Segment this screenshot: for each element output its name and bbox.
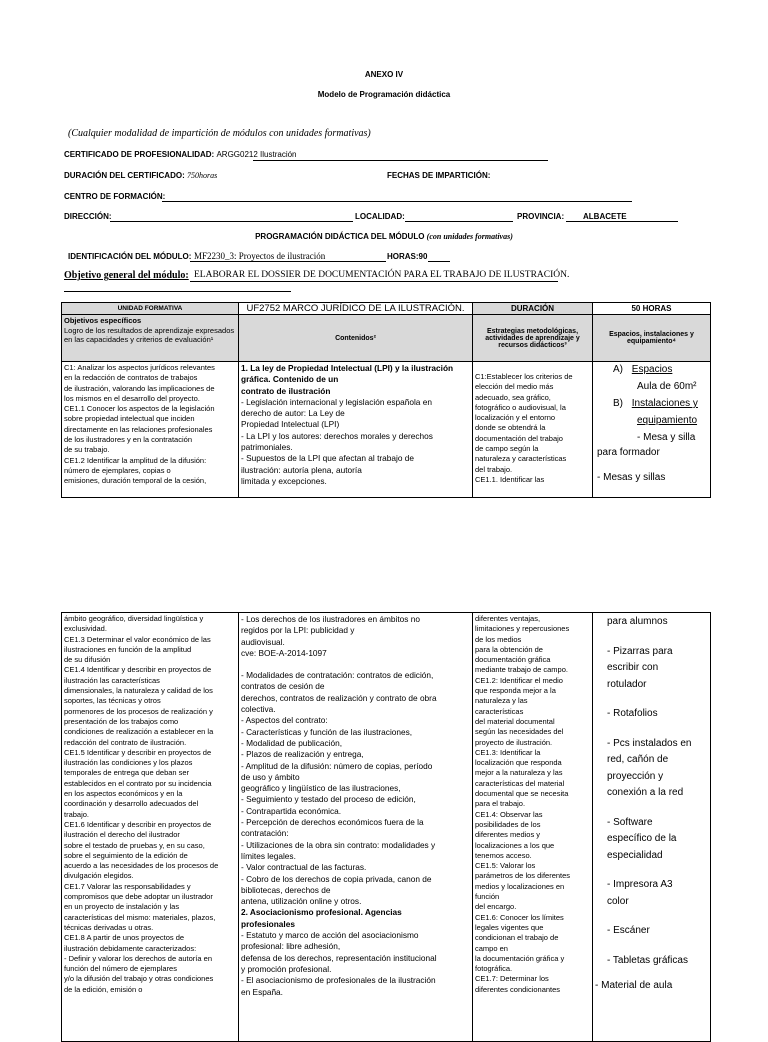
content-line: - Percepción de derechos económicos fuera de la [241, 817, 424, 828]
content-line: 2. Asociacionismo profesional. Agencias [241, 907, 402, 918]
list-marker: B) [613, 398, 623, 409]
content-line: 1. La ley de Propiedad Intelectual (LPI) y la ilustración [241, 363, 454, 373]
equipment-item: color [607, 895, 629, 907]
strategy-line: para la obtención de [475, 644, 543, 654]
module-value: MF2230_3: Proyectos de ilustración [194, 251, 326, 261]
address-label: DIRECCIÓN: [64, 212, 112, 221]
objective-line: CE1.3 Determinar el valor económico de las [64, 634, 211, 644]
objective-line: establecidos en el contrato por su incidencia [64, 778, 212, 788]
annex-title: ANEXO IV [364, 70, 404, 79]
strategies-header: Estrategias metodológicas, actividades de aprendizaje y recursos didácticos³ [473, 315, 593, 362]
content-line: - Los derechos de los ilustradores en ámbitos no [241, 614, 420, 624]
strategy-line: fotográfica. [475, 964, 513, 974]
content-line: cve: BOE-A-2014-1097 [241, 647, 327, 658]
content-line: - Contrapartida económica. [241, 805, 342, 816]
cert-row [64, 150, 297, 159]
objective-line: ilustración debidamente caracterizados: [64, 943, 197, 953]
strategy-line: del material documental [475, 716, 555, 726]
content-line: colectiva. [241, 704, 276, 715]
objective-line: de ilustración, valorando las implicaciones de [64, 383, 215, 393]
module-label: IDENTIFICACIÓN DEL MÓDULO: [68, 252, 192, 261]
strategy-line: características [475, 706, 524, 716]
strategy-line: C1:Establecer los criterios de [475, 372, 573, 381]
content-line: - La LPI y los autores: derechos morales y derechos [241, 430, 433, 441]
strategy-line: parámetros de los diferentes [475, 871, 571, 881]
strategies-cell-p2 [473, 613, 593, 1042]
content-line: contratos de cesión de [241, 681, 325, 692]
classroom-size: Aula de 60m² [637, 381, 697, 392]
strategy-line: tenemos acceso. [475, 850, 532, 860]
cert-value: ARGG0212 Ilustración [216, 150, 297, 159]
strategy-line: naturaleza y características [475, 454, 567, 464]
objective-line: ilustración las características [64, 675, 160, 685]
strategy-line: localización que responda [475, 758, 562, 768]
equipment-item: - Software [607, 816, 653, 828]
objective-line: CE1.5 Identificar y describir en proyectos de [64, 747, 212, 757]
content-line: profesional: libre adhesión, [241, 941, 341, 952]
strategies-cell-p1 [473, 362, 593, 498]
content-line: audiovisual. [241, 636, 285, 647]
objective-line: CE1.2 Identificar la amplitud de la difusión: [64, 455, 207, 465]
strategy-line: elección del medio más [475, 382, 554, 392]
equipment-group [593, 614, 708, 969]
strategy-line: CE1.1. Identificar las [475, 474, 545, 484]
content-line: - El asociacionismo de profesionales de la ilustración [241, 975, 436, 986]
strategy-line: CE1.4: Observar las [475, 809, 543, 819]
spaces-cell-p2 [593, 613, 711, 1042]
uf-value: UF2752 MARCO JURÍDICO DE LA ILUSTRACIÓN. [239, 303, 473, 315]
spaces-header: Espacios, instalaciones y equipamiento⁴ [593, 315, 711, 362]
objective-line: redacción del contrato de ilustración. [64, 737, 187, 747]
objective-line: características del mismo: materiales, plazos, [64, 912, 216, 922]
objective-line: CE1.7 Valorar las responsabilidades y [64, 881, 191, 891]
content-line: - Valor contractual de las facturas. [241, 862, 367, 873]
content-line: - Modalidad de publicación, [241, 737, 343, 748]
objective-line: en un proyecto de instalación y las [64, 902, 180, 912]
objective-line: compromisos que debe adoptar un ilustrador [64, 892, 213, 902]
strategy-line: que responda mejor a la [475, 686, 556, 696]
contents-header: Contenidos² [239, 315, 473, 362]
objective-line: condiciones de realización a establecer en la [64, 727, 214, 737]
locality-underline [405, 221, 513, 222]
module-underline [190, 261, 386, 262]
strategy-line: de los medios [475, 634, 522, 644]
equipment-item: rotulador [607, 678, 647, 690]
objectives-title: Objetivos específicos [64, 316, 142, 325]
equipment-item: - Pcs instalados en [607, 737, 692, 749]
objective-line: los mismos en el desarrollo del proyecto. [64, 393, 200, 403]
strategy-line: del encargo. [475, 902, 517, 912]
strategy-line: adecuado, sea gráfico, [475, 392, 551, 402]
content-line: derechos, contratos de realización y contrato de obra [241, 692, 437, 703]
strategy-line: diferentes condicionantes [475, 984, 561, 994]
strategy-line: CE1.7: Determinar los [475, 974, 549, 984]
objective-line: temporales de entrega que deban ser [64, 768, 190, 778]
strategy-line: documentación gráfica [475, 655, 551, 665]
objective-line: acuerdo a las necesidades de los procesos de [64, 861, 219, 871]
dates-label: FECHAS DE IMPARTICIÓN: [387, 171, 491, 180]
objective-line: y/o la difusión del trabajo y otras condiciones [64, 974, 214, 984]
content-line [241, 659, 470, 670]
strategy-line: medios y localizaciones en [475, 881, 565, 891]
spaces-cell-p1 [593, 362, 711, 498]
equipment-item: proyección y [607, 770, 664, 782]
objective-line: dimensionales, la naturaleza y calidad de los [64, 686, 213, 696]
equipment-item: - Tabletas gráficas [607, 954, 688, 966]
content-line: - Aspectos del contrato: [241, 715, 328, 726]
objective-line: CE1.1 Conocer los aspectos de la legislación [64, 404, 215, 414]
equipment-item: específico de la [607, 833, 677, 844]
content-line: defensa de los derechos, representación institucional [241, 952, 437, 963]
content-line: y promoción profesional. [241, 963, 332, 974]
strategy-line: mediante trabajo de campo. [475, 665, 568, 675]
objective-line: CE1.8 A partir de unos proyectos de [64, 933, 185, 943]
strategy-line: donde se obtendrá la [475, 423, 546, 433]
strategy-line: CE1.3: Identificar la [475, 747, 541, 757]
objective-line: presentación de los trabajos como [64, 716, 179, 726]
strategy-line: características del material [475, 778, 565, 788]
objectives-cell-p2 [62, 613, 239, 1042]
strategy-line: campo en [475, 943, 508, 953]
province-underline [566, 221, 678, 222]
content-line: de uso y ámbito [241, 771, 300, 782]
strategy-line: la documentación gráfica y [475, 953, 565, 963]
duration-value: 750horas [186, 171, 218, 180]
strategy-line: naturaleza y las [475, 696, 528, 706]
objective-line: en la redacción de contratos de trabajos [64, 373, 198, 383]
strategy-line: diferentes ventajas, [475, 614, 541, 623]
content-line: geográfico y lingüístico de las ilustraciones, [241, 783, 401, 794]
strategy-line: CE1.5: Valorar los [475, 861, 536, 871]
duration-row [64, 171, 217, 180]
strategy-line: condicionan el trabajo de [475, 933, 559, 943]
objective-line: CE1.6 Identificar y describir en proyectos de [64, 819, 212, 829]
hours-underline [428, 261, 450, 262]
objectives-header [62, 315, 239, 362]
objective-line: de la edición, emisión o [64, 984, 143, 994]
model-title: Modelo de Programación didáctica [317, 90, 451, 99]
strategy-line: del trabajo. [475, 464, 513, 474]
centre-label: CENTRO DE FORMACIÓN: [64, 192, 166, 201]
objective-line: de su difusión [64, 655, 111, 665]
centre-underline [162, 201, 632, 202]
equipment-item: para alumnos [607, 616, 668, 627]
strategy-line: para el trabajo. [475, 799, 526, 809]
objective-line: ilustración las condiciones y los plazos [64, 758, 193, 768]
objective-line: ilustración el derecho del ilustrador [64, 830, 180, 840]
installations-heading: Instalaciones y [631, 398, 698, 409]
objective-line: C1: Analizar los aspectos jurídicos relevantes [64, 363, 215, 372]
equipment-item: - Escáner [607, 925, 650, 936]
objective-line: ámbito geográfico, diversidad lingüística y [64, 614, 204, 623]
module-hours: HORAS:90 [387, 252, 428, 261]
objective-line: CE1.4 Identificar y describir en proyectos de [64, 665, 212, 675]
strategy-line: CE1.6: Conocer los límites [475, 912, 564, 922]
objective-line: en los aspectos económicos y en la [64, 789, 183, 799]
strategy-line: fotográfico o audiovisual, la [475, 402, 566, 412]
objective-line: de los ilustradores y en la contratación [64, 435, 192, 445]
objective-line: coordinación y desarrollo adecuados del [64, 799, 199, 809]
objectives-subtitle: Logro de los resultados de aprendizaje expresados en las capacidades y criterios de evaluación¹ [64, 325, 235, 344]
content-line: - Plazos de realización y entrega, [241, 749, 364, 760]
spaces-heading: Espacios [631, 364, 673, 375]
strategy-line: proyecto de ilustración. [475, 737, 553, 747]
content-line: - Seguimiento y testado del proceso de edición, [241, 794, 416, 805]
content-line: - Modalidades de contratación: contratos de edición, [241, 670, 434, 681]
duration-header: DURACIÓN [473, 303, 593, 315]
equipment-item: para formador [597, 447, 660, 458]
province-label: PROVINCIA: [517, 212, 565, 221]
objective-line: pormenores de los procesos de realización y [64, 706, 213, 716]
cert-label: CERTIFICADO DE PROFESIONALIDAD: [64, 150, 215, 159]
objective-line: función del número de ejemplares [64, 964, 177, 974]
contents-cell-p1 [239, 362, 473, 498]
content-line: contratación: [241, 828, 289, 839]
content-line: - Características y función de las ilustraciones, [241, 726, 413, 737]
content-line: ilustración: autoría plena, autoría [241, 464, 362, 475]
objective-line: sobre el seguimiento de la edición de [64, 850, 188, 860]
programming-title [0, 232, 768, 241]
programming-table-page-2 [61, 612, 711, 1042]
strategy-line: posibilidades de los [475, 819, 541, 829]
strategy-line: documentación del trabajo [475, 433, 563, 443]
cert-underline [253, 160, 548, 161]
content-line: - Legislación internacional y legislación española en [241, 396, 432, 407]
objective-line: número de ejemplares, copias o [64, 465, 171, 475]
strategy-line: mejor a la naturaleza y las [475, 768, 563, 778]
content-line: profesionales [241, 918, 295, 929]
equipment-item: especialidad [607, 849, 663, 861]
equipment-item: - Material de aula [595, 980, 673, 991]
objective-line: sobre el testado de pruebas y, en su caso, [64, 840, 205, 850]
strategy-line: CE1.2: Identificar el medio [475, 675, 563, 685]
list-marker: A) [613, 364, 623, 375]
equipment-item: - Mesa y silla [637, 432, 696, 443]
strategy-line: limitaciones y repercusiones [475, 624, 570, 634]
spaces-item-a [595, 363, 708, 376]
content-line: contrato de ilustración [241, 385, 331, 396]
content-line: antena, utilización online y otros. [241, 896, 362, 907]
strategy-line: localización y el entorno [475, 413, 556, 423]
objective-line: directamente en las relaciones profesionales [64, 424, 213, 434]
programming-title-main: PROGRAMACIÓN DIDÁCTICA DEL MÓDULO [255, 232, 425, 241]
contents-cell-p2 [239, 613, 473, 1042]
equipment-item: red, cañón de [607, 754, 669, 765]
equipment-item: - Rotafolios [607, 708, 658, 719]
content-line: - Estatuto y marco de acción del asociacionismo [241, 930, 419, 941]
equipment-item: - Impresora A3 [607, 879, 673, 890]
content-line: gráfica. Contenido de un [241, 374, 339, 385]
objective-value: ELABORAR EL DOSSIER DE DOCUMENTACIÓN PARA EL TRABAJO DE ILUSTRACIÓN. [194, 270, 570, 280]
strategy-line: legales vigentes que [475, 922, 544, 932]
objective-line: emisiones, duración temporal de la cesión, [64, 476, 207, 486]
programming-title-italic: (con unidades formativas) [426, 232, 513, 241]
objective-underline [190, 281, 558, 282]
address-underline [110, 221, 353, 222]
strategy-line: diferentes medios y [475, 830, 541, 840]
equipment-heading: equipamiento [637, 415, 698, 426]
objective-line: de su trabajo. [64, 445, 110, 455]
objectives-cell-p1 [62, 362, 239, 498]
equipment-item: - Pizarras para [607, 645, 673, 657]
objective-line: - Definir y valorar los derechos de autoría en [64, 953, 212, 963]
objective-line: ilustraciones en función de la amplitud [64, 644, 192, 654]
content-line: - Cobro de los derechos de copia privada, canon de [241, 873, 432, 884]
equipment-item: - Mesas y sillas [597, 472, 666, 483]
content-line: limitada y excepciones. [241, 475, 327, 486]
strategy-line: localizaciones a los que [475, 840, 555, 850]
content-line: límites legales. [241, 850, 296, 861]
content-line: bibliotecas, derechos de [241, 884, 331, 895]
uf-label: UNIDAD FORMATIVA [62, 303, 239, 315]
content-line: - Amplitud de la difusión: número de copias, período [241, 760, 433, 771]
objective-label: Objetivo general del módulo: [64, 270, 189, 281]
strategy-line: de campo según la [475, 444, 539, 454]
objective-line: soportes, las técnicas y otros [64, 696, 161, 706]
objective-underline-2 [64, 291, 291, 292]
objective-line: trabajo. [64, 809, 90, 819]
content-line: derecho de autor: La Ley de [241, 408, 345, 419]
objective-line: divulgación elegidos. [64, 871, 134, 881]
objective-line: exclusividad. [64, 624, 107, 634]
strategy-line: documental que se necesita [475, 789, 569, 799]
spaces-item-b [595, 397, 708, 410]
province-value: ALBACETE [583, 212, 627, 221]
strategy-line: función [475, 892, 500, 902]
programming-table-page-1 [61, 302, 711, 498]
content-line: - Utilizaciones de la obra sin contrato: modalidades y [241, 839, 436, 850]
duration-value-cell: 50 HORAS [593, 303, 711, 315]
content-line: Propiedad Intelectual (LPI) [241, 419, 340, 430]
content-line: patrimoniales. [241, 442, 293, 453]
duration-label: DURACIÓN DEL CERTIFICADO: [64, 171, 185, 180]
content-line: regidos por la LPI: publicidad y [241, 625, 355, 636]
objective-line: técnicas derivadas u otras. [64, 922, 154, 932]
locality-label: LOCALIDAD: [355, 212, 405, 221]
content-line: - Supuestos de la LPI que afectan al trabajo de [241, 453, 414, 464]
content-line: en España. [241, 986, 283, 997]
modality-note: (Cualquier modalidad de impartición de módulos con unidades formativas) [68, 128, 371, 139]
equipment-item: escribir con [607, 662, 659, 673]
objective-line: sobre propiedad intelectual que inciden [64, 414, 195, 424]
equipment-item: conexión a la red [607, 787, 684, 798]
strategy-line: según las necesidades del [475, 727, 564, 737]
